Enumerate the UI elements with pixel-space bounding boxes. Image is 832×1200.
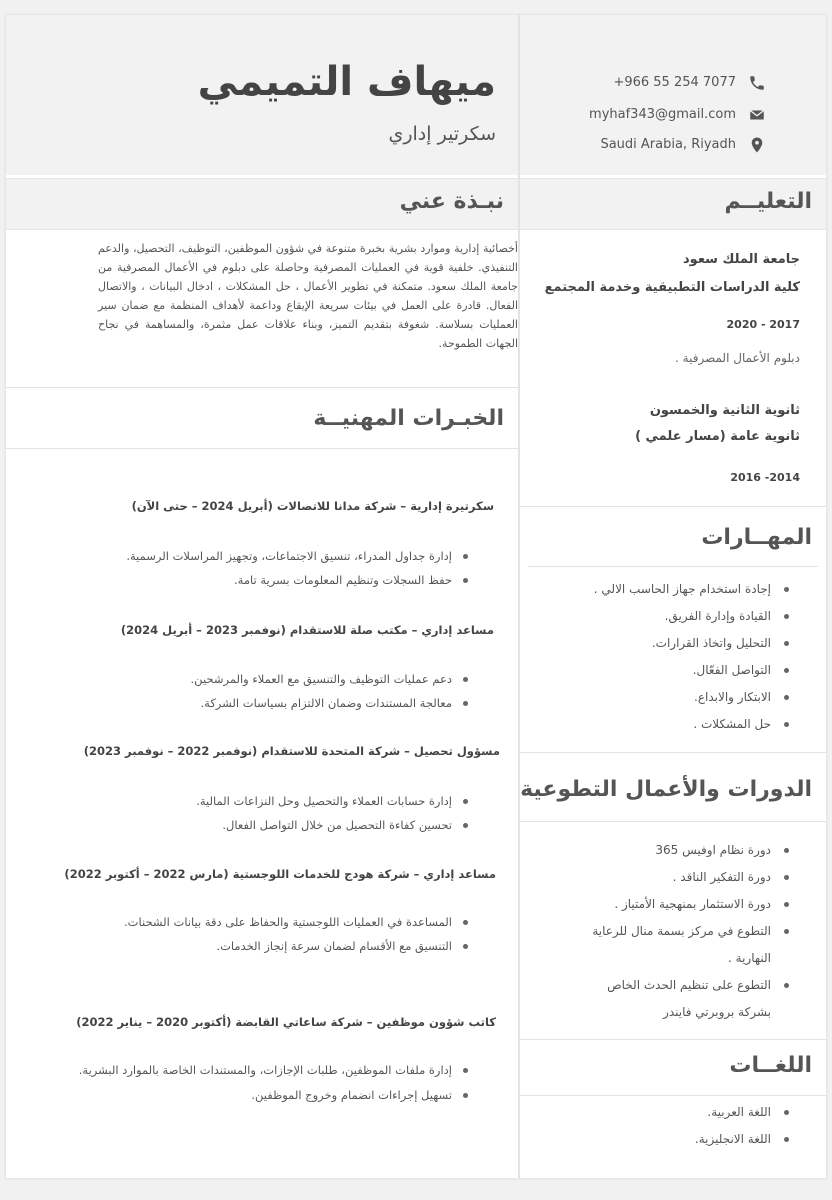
email-text[interactable]: myhaf343@gmail.com: [589, 107, 736, 122]
job-title: مساعد إداري – مكتب صلة للاستقدام (نوفمبر 2023 – أبريل 2024): [120, 623, 494, 637]
job-bullet: إدارة جداول المدراء، تنسيق الاجتماعات، وتجهيز المراسلات الرسمية.: [126, 549, 452, 563]
skill-item: إجادة استخدام جهاز الحاسب الالي .: [594, 582, 771, 596]
bullet-dot: [463, 1068, 468, 1073]
bullet-dot: [463, 920, 468, 925]
job-bullet: معالجة المستندات وضمان الالتزام بسياسات الشركة.: [201, 696, 453, 710]
envelope-icon: [748, 106, 766, 124]
about-heading: نبـذة عني: [399, 189, 504, 214]
education-years: 2017 - 2020: [726, 318, 800, 331]
education-degree: دبلوم الأعمال المصرفية .: [675, 351, 800, 365]
bullet-dot: [463, 554, 468, 559]
job-bullet: تسهيل إجراءات انضمام وخروج الموظفين.: [251, 1088, 452, 1102]
bullet-dot: [784, 722, 789, 727]
resume-page: [6, 15, 826, 1178]
job-title: سكرتيرة إدارية – شركة مدانا للاتصالات (أبريل 2024 – حتى الآن): [131, 499, 494, 513]
languages-heading: اللغــات: [729, 1053, 812, 1078]
section-separator: [528, 566, 818, 567]
contact-email: [566, 105, 806, 129]
language-item: اللغة الانجليزية.: [695, 1132, 771, 1146]
skill-item: القيادة وإدارة الفريق.: [665, 609, 771, 623]
job-bullet: المساعدة في العمليات اللوجستية والحفاظ على دقة بيانات الشحنات.: [124, 915, 452, 929]
bullet-dot: [784, 902, 789, 907]
contact-phone: [566, 73, 806, 97]
phone-text[interactable]: +966 55 254 7077: [613, 75, 736, 90]
bullet-dot: [784, 695, 789, 700]
education-years-2: 2014- 2016: [730, 471, 800, 484]
bullet-dot: [784, 614, 789, 619]
bullet-dot: [784, 983, 789, 988]
skill-item: الابتكار والابداع.: [694, 690, 771, 704]
bullet-dot: [463, 578, 468, 583]
section-separator: [520, 1039, 826, 1040]
section-separator: [520, 821, 826, 822]
courses-heading: الدورات والأعمال التطوعية: [520, 777, 812, 802]
job-bullet: دعم عمليات التوظيف والتنسيق مع العملاء والمرشحين.: [191, 672, 452, 686]
bullet-dot: [784, 668, 789, 673]
bullet-dot: [463, 677, 468, 682]
job-bullet: التنسيق مع الأقسام لضمان سرعة إنجاز الخدمات.: [216, 939, 452, 953]
job-bullet: حفظ السجلات وتنظيم المعلومات بسرية تامة.: [234, 573, 452, 587]
candidate-name: ميهاف التميمي: [197, 59, 496, 105]
bullet-dot: [784, 875, 789, 880]
about-text: أخصائية إدارية وموارد بشرية بخبرة متنوعة في شؤون الموظفين، التوظيف، التحصيل، والدعم التنفيذي. خلفية قوية في العمليات المصرفية وحاصلة على دبلوم في الأعمال المصرفية من جامعة الملك سعود. متمكنة في تطوير الأعمال ، حل المشكلات ، ادخال البيانات ، والاتصال الفعال. قادرة على العمل في بيئات سريعة الإيقاع وداعمة لأهداف المنظمة مع ضمان سير العمليات بسلاسة. شغوفة بتقديم التميز، وبناء علاقات عمل مثمرة، والمساهمة في نجاح الجهات الطموحة.: [98, 242, 518, 350]
skill-item: التحليل واتخاذ القرارات.: [652, 636, 771, 650]
section-separator: [520, 506, 826, 507]
course-item-continued: النهارية .: [728, 951, 771, 965]
bullet-dot: [784, 929, 789, 934]
course-item: التطوع في مركز بسمة منال للرعاية: [592, 924, 771, 938]
bullet-dot: [784, 1110, 789, 1115]
courses-section-header: [520, 767, 826, 813]
phone-icon: [748, 74, 766, 92]
language-item: اللغة العربية.: [707, 1105, 771, 1119]
job-title: مساعد إداري – شركة هودج للخدمات اللوجستية (مارس 2022 – أكتوبر 2022): [64, 867, 496, 881]
candidate-title: سكرتير إداري: [388, 123, 496, 145]
education-college: كلية الدراسات التطبيقية وخدمة المجتمع: [544, 280, 800, 295]
bullet-dot: [463, 1093, 468, 1098]
bullet-dot: [784, 848, 789, 853]
bullet-dot: [784, 641, 789, 646]
education-heading: التعليــم: [724, 189, 812, 214]
course-item: دورة التفكير الناقد .: [673, 870, 771, 884]
about-section-header: [6, 178, 518, 230]
location-text: Saudi Arabia, Riyadh: [600, 137, 736, 152]
skills-section-header: [520, 515, 826, 561]
section-separator: [520, 752, 826, 753]
education-school: جامعة الملك سعود: [683, 252, 800, 267]
job-bullet: إدارة حسابات العملاء والتحصيل وحل النزاعات المالية.: [196, 794, 452, 808]
education-school-2: ثانوية الثانية والخمسون: [649, 403, 800, 418]
bullet-dot: [463, 701, 468, 706]
skills-heading: المهــارات: [701, 525, 812, 550]
education-section-header: [520, 178, 826, 230]
experience-section-header: [6, 387, 518, 449]
job-bullet: تحسين كفاءة التحصيل من خلال التواصل الفعال.: [222, 818, 452, 832]
job-title: كاتب شؤون موظفين – شركة ساعاتي القابضة (أكتوبر 2020 – يناير 2022): [76, 1015, 496, 1029]
course-item-continued: بشركة بروبرتي فايندر: [663, 1005, 771, 1019]
bullet-dot: [784, 1137, 789, 1142]
education-college-2: ثانوية عامة (مسار علمي ): [635, 429, 800, 444]
section-separator: [520, 1095, 826, 1096]
course-item: التطوع على تنظيم الحدث الخاص: [607, 978, 771, 992]
skill-item: حل المشكلات .: [693, 717, 771, 731]
job-bullet: إدارة ملفات الموظفين، طلبات الإجازات، والمستندات الخاصة بالموارد البشرية.: [79, 1063, 452, 1077]
job-title: مسؤول تحصيل – شركة المتحدة للاستقدام (نوفمبر 2022 – نوفمبر 2023): [83, 744, 500, 758]
map-pin-icon: [748, 136, 766, 154]
bullet-dot: [463, 823, 468, 828]
bullet-dot: [463, 944, 468, 949]
skill-item: التواصل الفعّال.: [693, 663, 771, 677]
experience-heading: الخبـرات المهنيــة: [313, 406, 504, 431]
bullet-dot: [784, 587, 789, 592]
course-item: دورة نظام اوفيس 365: [655, 843, 771, 857]
languages-section-header: [520, 1045, 826, 1091]
course-item: دورة الاستثمار بمنهجية الأمتياز .: [614, 897, 771, 911]
bullet-dot: [463, 799, 468, 804]
education-item: [520, 252, 800, 267]
contact-location: [566, 135, 806, 159]
